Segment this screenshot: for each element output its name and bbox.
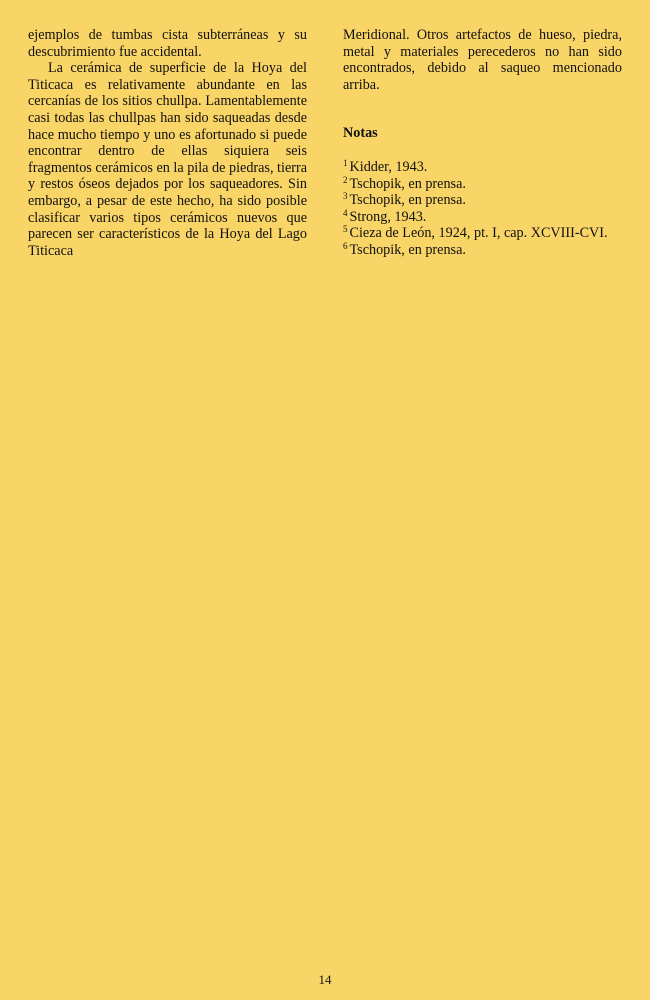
left-column: [28, 27, 307, 259]
body-paragraph: La cerámica de superficie de la Hoya del Titicaca es relativamente abundante en las cercanías de los sitios chullpa. Lamentablemente casi todas las chullpas han sido saqueadas desde hace mucho tiempo y uno es afortunado si puede encontrar dentro de ellas siquiera seis fragmentos cerámicos en la pila de piedras, tierra y restos óseos dejados por los saqueadores. Sin embargo, a pesar de este hecho, ha sido posible clasificar varios tipos cerámicos nuevos que parecen ser característicos de la Hoya del Lago Titicaca: [28, 60, 307, 259]
note-item: [343, 159, 622, 176]
note-item: [343, 209, 622, 226]
note-number: 5: [343, 224, 348, 235]
note-text: Cieza de León, 1924, pt. I, cap. XCVIII-CVI.: [349, 225, 608, 242]
note-number: 1: [343, 157, 348, 168]
note-number: 6: [343, 240, 348, 251]
body-paragraph: ejemplos de tumbas cista subterráneas y su descubrimiento fue accidental.: [28, 27, 307, 60]
note-item: [343, 242, 622, 259]
page-number: 14: [318, 972, 332, 987]
notes-heading: Notas: [343, 125, 378, 142]
note-number: 2: [343, 174, 348, 185]
note-item: [343, 225, 622, 242]
note-text: Tschopik, en prensa.: [349, 192, 466, 209]
notes-list: [343, 159, 622, 259]
note-text: Tschopik, en prensa.: [349, 175, 466, 192]
note-text: Tschopik, en prensa.: [349, 241, 466, 258]
note-item: [343, 192, 622, 209]
right-column: [343, 27, 622, 259]
body-paragraph: Meridional. Otros artefactos de hueso, piedra, metal y materiales perecederos no han sido encontrados, debido al saqueo mencionado arriba.: [343, 27, 622, 93]
note-text: Kidder, 1943.: [349, 158, 428, 175]
note-text: Strong, 1943.: [349, 208, 427, 225]
note-item: [343, 176, 622, 193]
note-number: 4: [343, 207, 348, 218]
note-number: 3: [343, 191, 348, 202]
